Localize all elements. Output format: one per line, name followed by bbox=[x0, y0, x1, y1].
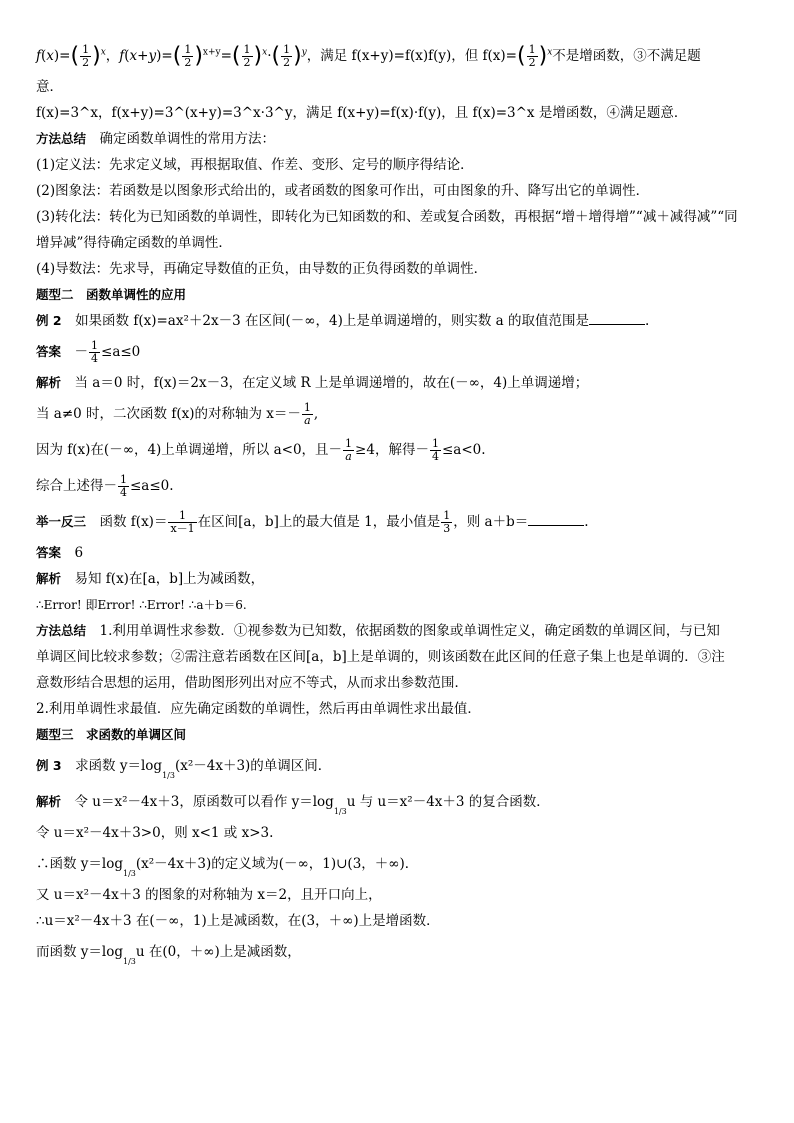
method-4: (4)导数法：先求导，再确定导数值的正负，由导数的正负得函数的单调性． bbox=[36, 261, 488, 277]
solution-2-line-4: 综合上述得－ $\frac{1}{4}$ ≤a≤0. bbox=[36, 473, 174, 499]
answer-label: 答案 bbox=[36, 344, 62, 359]
answer-2-text: ≤a≤0 bbox=[101, 344, 141, 360]
solution-2-text-1: 当 a＝0 时，f(x)＝2x－3，在定义域 R 上是单调递增的，故在(－∞，4)上单调递增； bbox=[74, 375, 589, 391]
method2-text-1a: 1.利用单调性求参数．①视参数为已知数，依据函数的图象或单调性定义，确定函数的单调区间，与已知 bbox=[99, 623, 720, 639]
answer-3 bbox=[36, 540, 758, 566]
line-1-end: 不是增函数，③不满足题 bbox=[552, 48, 701, 64]
solution-2-line-3: 因为 f(x)在(－∞，4)上单调递增，所以 a<0，且－ $\frac{1}{a}$ ≥4，解得－ $\frac{1}{4}$ ≤a<0. bbox=[36, 437, 486, 463]
line-2: 意． bbox=[36, 79, 63, 95]
solution-2-text-3b: ≥4，解得－ bbox=[355, 442, 429, 458]
solution-3-line-1 bbox=[36, 566, 758, 592]
solution-2-text-2: 当 a≠0 时，二次函数 f(x)的对称轴为 x＝－ bbox=[36, 406, 301, 422]
solution-4-text-6b: u 在(0，＋∞)上是减函数， bbox=[135, 944, 301, 960]
section-label: 方法总结 bbox=[36, 623, 87, 638]
practice-text-b: 在区间[a，b]上的最大值是 1，最小值是 bbox=[197, 514, 441, 530]
topic-3-heading: 题型三 求函数的单调区间 bbox=[36, 727, 187, 742]
solution-4-text-a: 令 u＝x²－4x＋3，原函数可以看作 y＝log bbox=[74, 794, 334, 810]
solution-label: 解析 bbox=[36, 375, 62, 390]
section-label: 方法总结 bbox=[36, 131, 87, 146]
answer-label: 答案 bbox=[36, 545, 62, 560]
solution-4-text-3a: ∴函数 y＝log bbox=[36, 856, 124, 872]
answer-2: 答案 － $\frac{1}{4}$ ≤a≤0 bbox=[36, 339, 141, 365]
practice-text-c: ，则 a＋b＝ bbox=[453, 514, 529, 530]
solution-4-line-6: 而函数 $y=\log_{1/3}u$ 在(0，＋∞)上是减函数， bbox=[36, 944, 301, 966]
answer-3-value: 6 bbox=[74, 545, 84, 561]
method-lead: 确定函数单调性的常用方法： bbox=[99, 131, 276, 147]
solution-2-text-3a: 因为 f(x)在(－∞，4)上单调递增，所以 a<0，且－ bbox=[36, 442, 343, 458]
solution-label: 解析 bbox=[36, 794, 62, 809]
example-label: 例 2 bbox=[36, 313, 62, 328]
topic-2-heading: 题型二 函数单调性的应用 bbox=[36, 287, 187, 302]
method2-line-1c: 意数形结合思想的运用，借助图形列出对应不等式，从而求出参数范围． bbox=[36, 675, 468, 691]
method-3a: (3)转化法：转化为已知函数的单调性，即转化为已知函数的和、差或复合函数，再根据“增＋增得增”“减＋减得减”“同 bbox=[36, 209, 738, 225]
solution-3-text-1: 易知 f(x)在[a，b]上为减函数， bbox=[74, 571, 265, 587]
solution-2-line-1 bbox=[36, 370, 758, 396]
solution-label: 解析 bbox=[36, 571, 62, 586]
method2-line-1b: 单调区间比较求参数；②需注意若函数在区间[a，b]上是单调的，则该函数在此区间的任意子集上也是单调的．③注 bbox=[36, 649, 725, 665]
answer-blank bbox=[589, 310, 645, 325]
example-3-text-a: 求函数 y＝log bbox=[75, 758, 163, 774]
answer-blank bbox=[528, 511, 584, 526]
method-1: (1)定义法：先求定义域，再根据取值、作差、变形、定号的顺序得结论． bbox=[36, 157, 474, 173]
practice-label: 举一反三 bbox=[36, 514, 87, 529]
method2-line-2: 2.利用单调性求最值．应先确定函数的单调性，然后再由单调性求出最值． bbox=[36, 701, 481, 717]
practice-problem: 举一反三 函数 f(x)＝ $\frac{1}{x-1}$ 在区间[a，b]上的最大值是 1，最小值是 $\frac{1}{3}$ ，则 a＋b＝ . bbox=[36, 509, 589, 535]
example-2: 例 2 如果函数 f(x)=ax²＋2x－3 在区间(－∞，4)上是单调递增的，则实数 a 的取值范围是 . bbox=[36, 308, 758, 334]
method-summary-1 bbox=[36, 126, 758, 152]
solution-3-line-2: ∴Error! 即Error! ∴Error! ∴a＋b＝6. bbox=[36, 598, 247, 612]
example-label: 例 3 bbox=[36, 758, 62, 773]
solution-4-text-6a: 而函数 y＝log bbox=[36, 944, 124, 960]
example-3: 例 3 求函数 $y=\log_{1/3}(x^2-4x+3)$的单调区间． bbox=[36, 758, 332, 780]
solution-2-text-4a: 综合上述得－ bbox=[36, 478, 117, 494]
solution-2-text-3c: ≤a<0. bbox=[441, 442, 486, 458]
solution-4-line-4: 又 u＝x²－4x＋3 的图象的对称轴为 x＝2，且开口向上， bbox=[36, 887, 382, 903]
line-1-tail: ，满足 f(x+y)=f(x)f(y)，但 f(x)= bbox=[306, 48, 517, 64]
solution-4-text-b: u 与 u＝x²－4x＋3 的复合函数． bbox=[346, 794, 550, 810]
method-2: (2)图象法：若函数是以图象形式给出的，或者函数的图象可作出，可由图象的升、降写出它的单调性． bbox=[36, 183, 650, 199]
line-3: f(x)=3^x，f(x+y)=3^(x+y)=3^x·3^y，满足 f(x+y)=f(x)·f(y)，且 f(x)=3^x 是增函数，④满足题意． bbox=[36, 105, 688, 121]
line-1: f(x)=( $\frac{1}{2}$ )$^x$，f(x+y)=( $\frac{1}{2}$ )$^{x+y}$=( $\frac{1}{2}$ )$^x$·( $\frac{1}{2}$ )$^y$，满足 f(x+y)=f(x)f(y)，但 f(x)=( $\frac{1}{2}$ )$^x$不是增函数，③不满足题 bbox=[36, 43, 701, 69]
example-2-text: 如果函数 f(x)=ax²＋2x－3 在区间(－∞，4)上是单调递增的，则实数 a 的取值范围是 bbox=[75, 313, 589, 329]
example-3-text-b: (x²－4x＋3)的单调区间． bbox=[174, 758, 332, 774]
solution-2-text-4b: ≤a≤0. bbox=[130, 478, 174, 494]
practice-text-a: 函数 f(x)＝ bbox=[99, 514, 168, 530]
solution-4-line-3: ∴函数 $y=\log_{1/3}(x^2-4x+3)$的定义域为(－∞，1)∪(3，＋∞)． bbox=[36, 856, 419, 878]
solution-4-line-2: 令 u＝x²－4x＋3>0，则 x<1 或 x>3. bbox=[36, 825, 274, 841]
method-summary-2 bbox=[36, 618, 758, 644]
document-page bbox=[36, 38, 758, 970]
solution-4-line-1: 解析 令 u＝x²－4x＋3，原函数可以看作 $y=\log_{1/3}u$ 与 u＝x²－4x＋3 的复合函数． bbox=[36, 794, 550, 816]
method-3b: 增异减”得待确定函数的单调性． bbox=[36, 235, 232, 251]
solution-2-line-2: 当 a≠0 时，二次函数 f(x)的对称轴为 x＝－ $\frac{1}{a}$ , bbox=[36, 401, 319, 427]
solution-4-text-3b: (x²－4x＋3)的定义域为(－∞，1)∪(3，＋∞)． bbox=[135, 856, 419, 872]
solution-4-line-5: ∴u＝x²－4x＋3 在(－∞，1)上是减函数，在(3，＋∞)上是增函数． bbox=[36, 913, 440, 929]
